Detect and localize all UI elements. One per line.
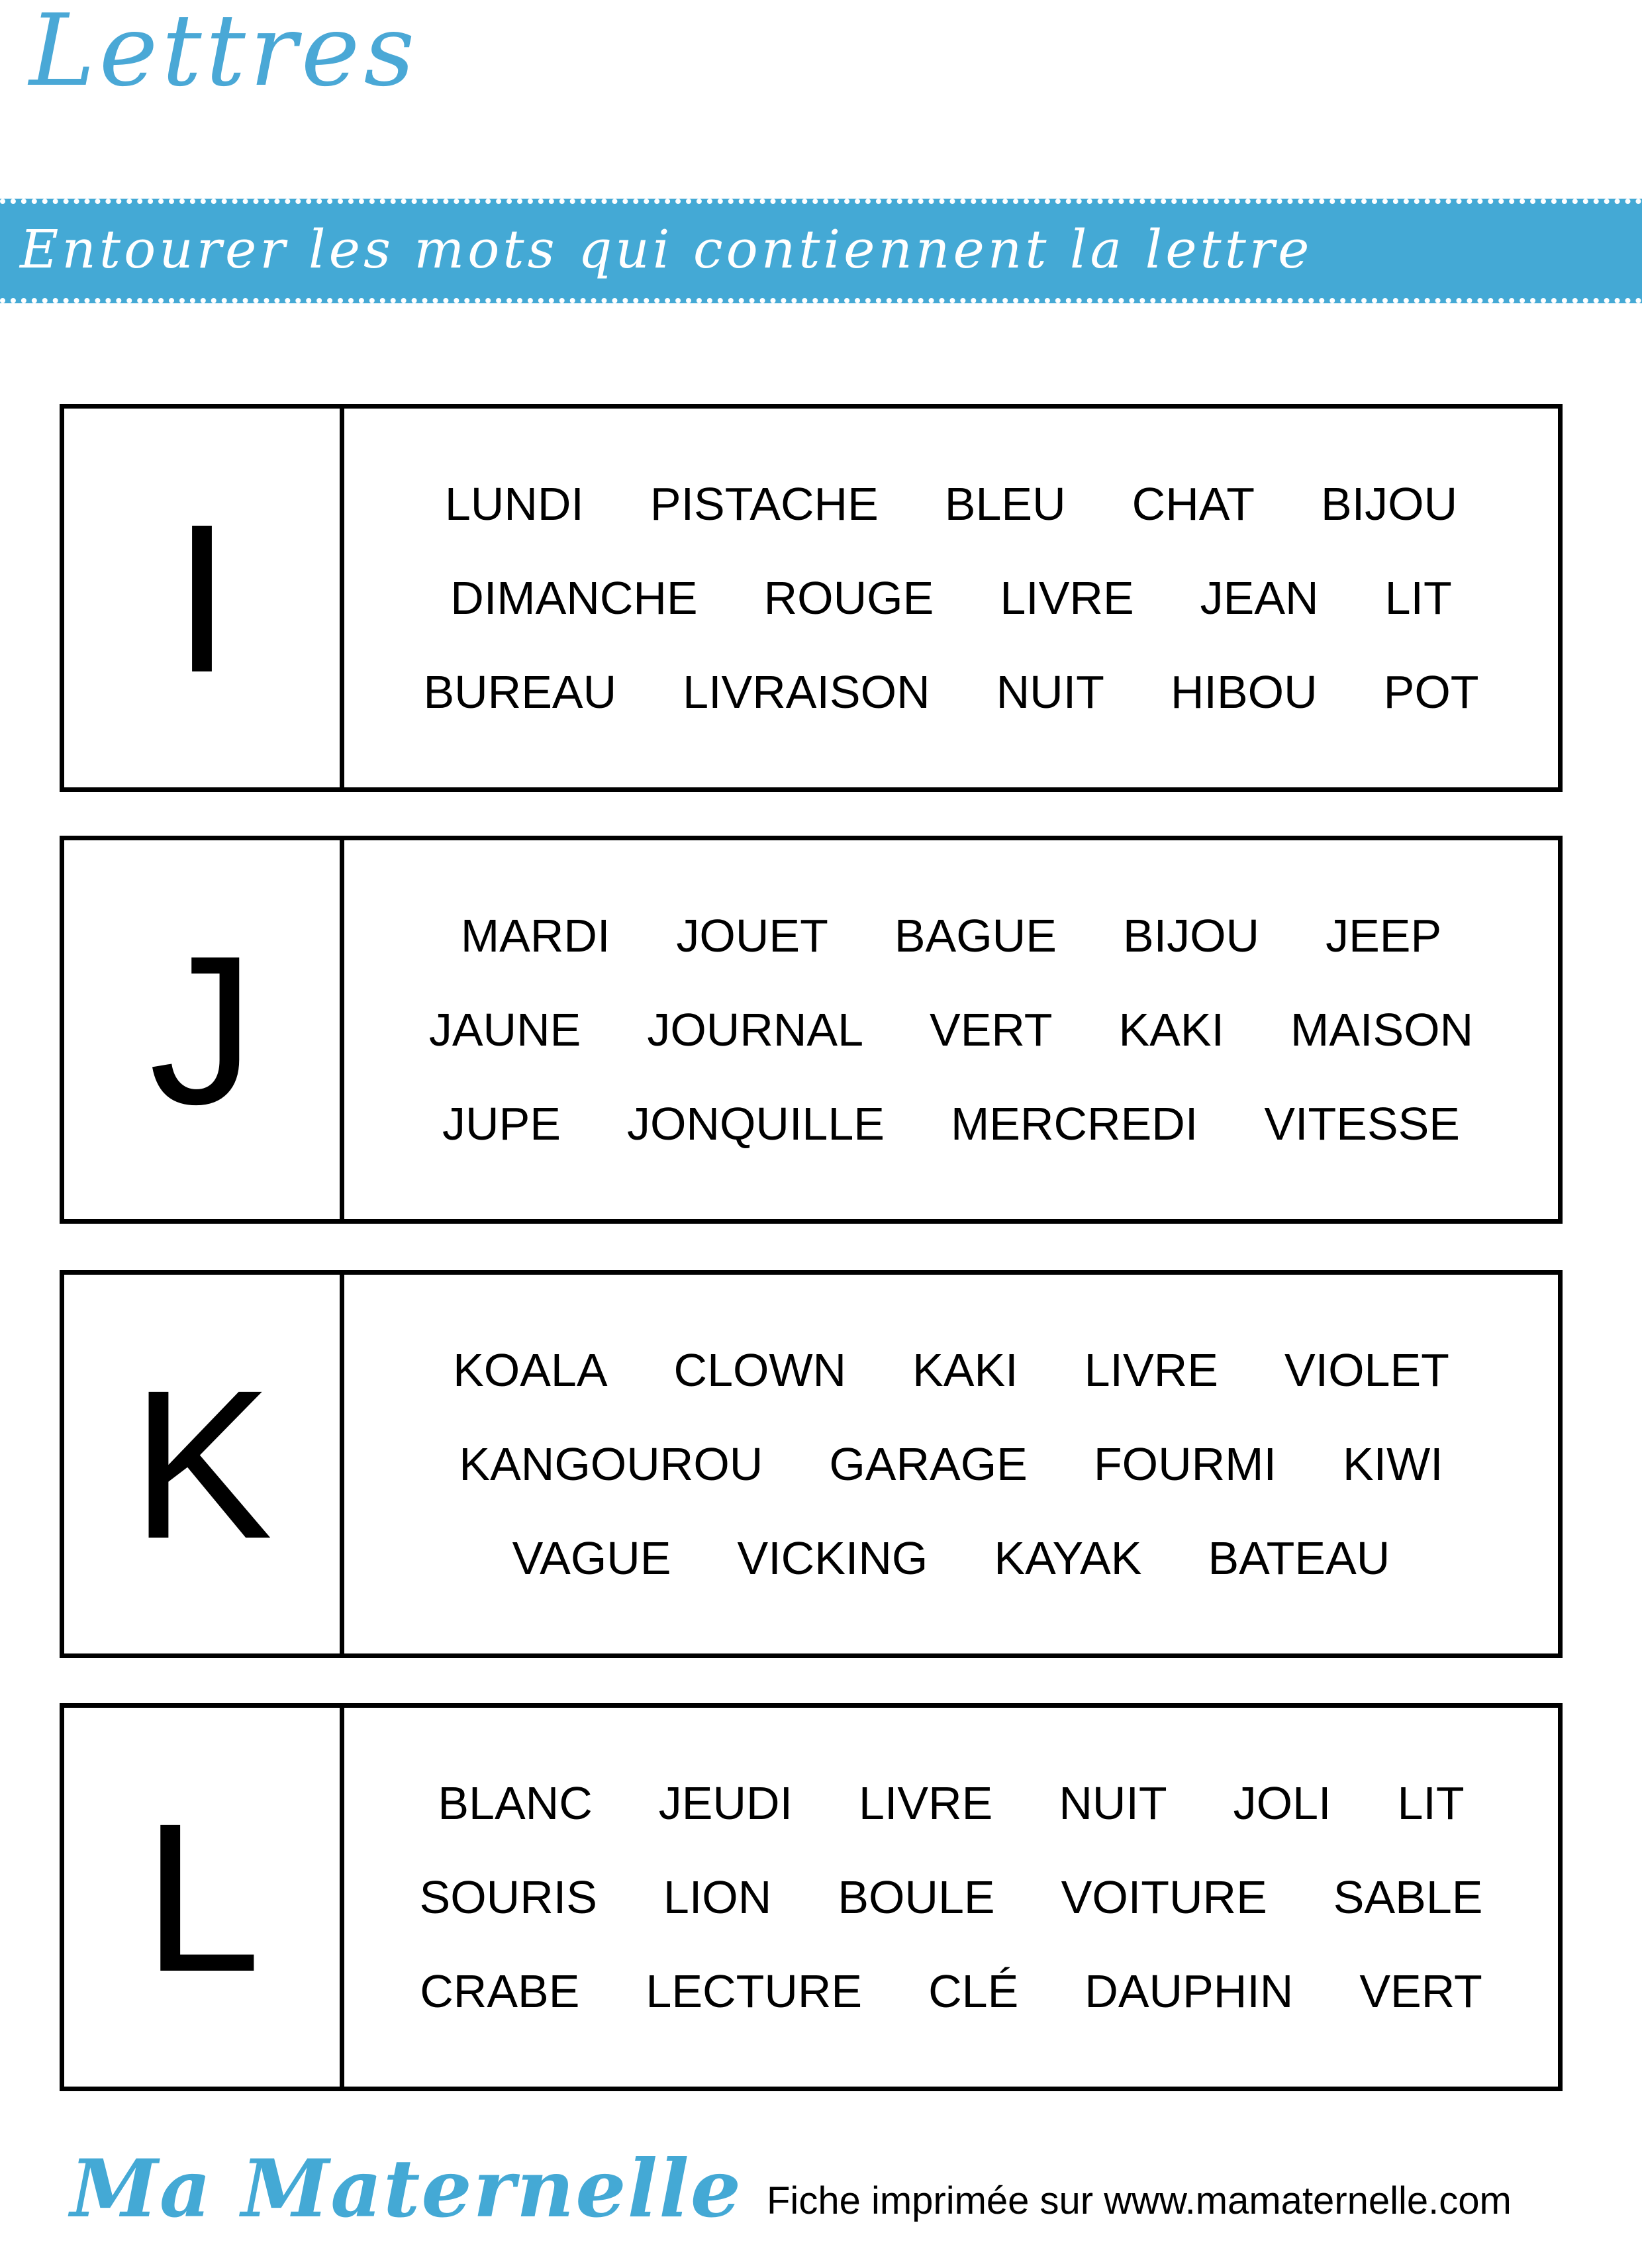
word-grid bbox=[344, 1708, 1558, 2087]
word-row bbox=[384, 1777, 1518, 1830]
word-item[interactable]: LIT bbox=[1384, 572, 1452, 624]
word-row bbox=[384, 1344, 1518, 1397]
word-item[interactable]: BIJOU bbox=[1321, 478, 1458, 530]
word-item[interactable]: NUIT bbox=[1059, 1777, 1167, 1829]
word-item[interactable]: LIVRAISON bbox=[683, 666, 930, 718]
word-item[interactable]: KAKI bbox=[1118, 1004, 1225, 1056]
word-item[interactable]: HIBOU bbox=[1170, 666, 1318, 718]
word-item[interactable]: VOITURE bbox=[1061, 1871, 1267, 1923]
word-item[interactable]: VERT bbox=[1359, 1965, 1482, 2017]
word-item[interactable]: VITESSE bbox=[1264, 1098, 1460, 1150]
word-row bbox=[384, 571, 1518, 624]
target-letter: I bbox=[64, 409, 344, 787]
word-item[interactable]: VAGUE bbox=[512, 1532, 671, 1584]
word-item[interactable]: POT bbox=[1383, 666, 1479, 718]
word-item[interactable]: MERCREDI bbox=[950, 1098, 1198, 1150]
footer-note: Fiche imprimée sur www.mamaternelle.com bbox=[767, 2179, 1512, 2222]
word-grid bbox=[344, 1275, 1558, 1653]
target-letter: J bbox=[64, 840, 344, 1219]
instruction-banner bbox=[0, 199, 1642, 303]
word-item[interactable]: LECTURE bbox=[646, 1965, 863, 2017]
word-item[interactable]: KAKI bbox=[912, 1344, 1018, 1396]
word-item[interactable]: SABLE bbox=[1333, 1871, 1483, 1923]
word-item[interactable]: LUNDI bbox=[444, 478, 584, 530]
exercise-box-i bbox=[60, 404, 1563, 792]
exercise-box-j bbox=[60, 836, 1563, 1224]
word-row bbox=[384, 1965, 1518, 2018]
word-item[interactable]: BIJOU bbox=[1122, 910, 1260, 961]
word-item[interactable]: LIVRE bbox=[1084, 1344, 1218, 1396]
exercise-box-k bbox=[60, 1270, 1563, 1658]
word-item[interactable]: JUPE bbox=[442, 1098, 561, 1150]
word-row bbox=[384, 1871, 1518, 1924]
word-item[interactable]: SOURIS bbox=[419, 1871, 597, 1923]
word-row bbox=[384, 1532, 1518, 1585]
word-item[interactable]: PISTACHE bbox=[650, 478, 879, 530]
word-row bbox=[384, 1003, 1518, 1056]
word-item[interactable]: BLEU bbox=[944, 478, 1066, 530]
exercise-box-l bbox=[60, 1703, 1563, 2091]
word-item[interactable]: JOURNAL bbox=[647, 1004, 864, 1056]
word-item[interactable]: BUREAU bbox=[423, 666, 617, 718]
word-item[interactable]: CLOWN bbox=[673, 1344, 847, 1396]
word-item[interactable]: JOUET bbox=[676, 910, 828, 961]
word-item[interactable]: VERT bbox=[930, 1004, 1053, 1056]
word-item[interactable]: MARDI bbox=[460, 910, 610, 961]
word-item[interactable]: KIWI bbox=[1342, 1438, 1443, 1490]
word-row bbox=[384, 1438, 1518, 1491]
word-item[interactable]: CRABE bbox=[420, 1965, 580, 2017]
word-item[interactable]: VICKING bbox=[737, 1532, 928, 1584]
word-item[interactable]: JOLI bbox=[1233, 1777, 1331, 1829]
word-item[interactable]: CLÉ bbox=[928, 1965, 1019, 2017]
brand-logo: Ma Maternelle bbox=[70, 2142, 743, 2236]
word-item[interactable]: JAUNE bbox=[428, 1004, 581, 1056]
word-item[interactable]: JONQUILLE bbox=[626, 1098, 885, 1150]
page-title: Lettres bbox=[29, 0, 419, 109]
word-item[interactable]: CHAT bbox=[1132, 478, 1255, 530]
word-item[interactable]: GARAGE bbox=[829, 1438, 1028, 1490]
target-letter: K bbox=[64, 1275, 344, 1653]
word-row bbox=[384, 909, 1518, 962]
word-item[interactable]: BAGUE bbox=[894, 910, 1057, 961]
word-item[interactable]: ROUGE bbox=[763, 572, 934, 624]
word-grid bbox=[344, 840, 1558, 1219]
word-item[interactable]: VIOLET bbox=[1284, 1344, 1449, 1396]
word-item[interactable]: MAISON bbox=[1290, 1004, 1474, 1056]
word-row bbox=[384, 1097, 1518, 1150]
word-grid bbox=[344, 409, 1558, 787]
word-item[interactable]: LION bbox=[663, 1871, 772, 1923]
target-letter: L bbox=[64, 1708, 344, 2087]
word-item[interactable]: JEAN bbox=[1200, 572, 1319, 624]
word-item[interactable]: LIVRE bbox=[1000, 572, 1134, 624]
word-item[interactable]: KAYAK bbox=[994, 1532, 1142, 1584]
word-row bbox=[384, 666, 1518, 718]
word-item[interactable]: FOURMI bbox=[1093, 1438, 1277, 1490]
word-item[interactable]: JEEP bbox=[1326, 910, 1442, 961]
word-item[interactable]: NUIT bbox=[996, 666, 1104, 718]
word-item[interactable]: BATEAU bbox=[1208, 1532, 1390, 1584]
word-item[interactable]: LIVRE bbox=[859, 1777, 993, 1829]
word-item[interactable]: DAUPHIN bbox=[1085, 1965, 1294, 2017]
word-item[interactable]: DIMANCHE bbox=[450, 572, 698, 624]
instruction-text: Entourer les mots qui contiennent la lettre bbox=[20, 219, 1313, 280]
word-item[interactable]: KANGOUROU bbox=[459, 1438, 763, 1490]
word-row bbox=[384, 477, 1518, 530]
word-item[interactable]: JEUDI bbox=[658, 1777, 793, 1829]
word-item[interactable]: LIT bbox=[1397, 1777, 1465, 1829]
word-item[interactable]: BOULE bbox=[838, 1871, 995, 1923]
word-item[interactable]: KOALA bbox=[453, 1344, 608, 1396]
word-item[interactable]: BLANC bbox=[438, 1777, 593, 1829]
